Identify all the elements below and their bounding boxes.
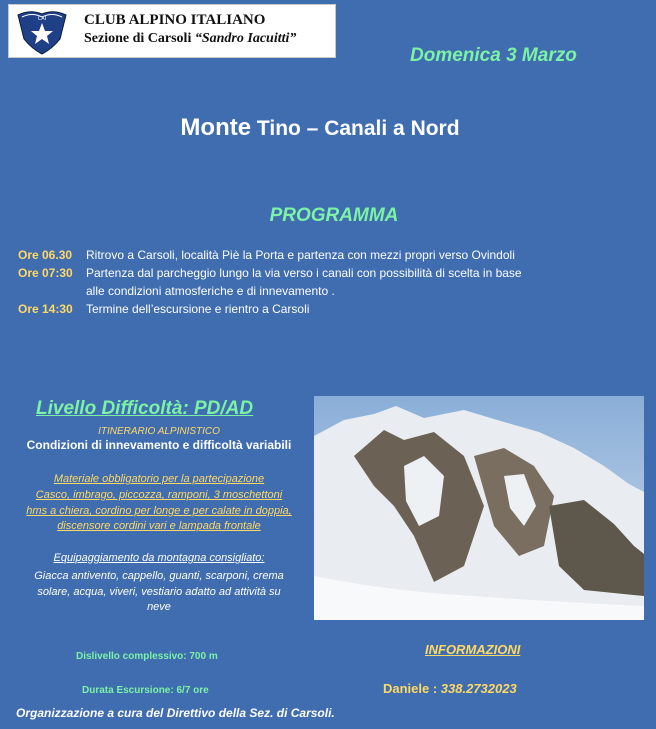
club-name: CLUB ALPINO ITALIANO — [84, 12, 266, 28]
programma-time: Ore 14:30 — [18, 302, 73, 316]
logo-text: CAI — [37, 16, 47, 22]
materials-line: hms a chiera, cordino per longe e per calate in doppia, — [26, 505, 292, 517]
contact-info — [383, 681, 517, 696]
excursion-duration: Durata Escursione: 6/7 ore — [82, 685, 209, 696]
programma-text: Termine dell’escursione e rientro a Carsoli — [86, 302, 310, 316]
equipment-line: Giacca antivento, cappello, guanti, scarponi, crema — [34, 570, 284, 582]
equipment-line: solare, acqua, viveri, vestiario adatto ad attività su — [37, 586, 281, 598]
contact-name: Daniele : — [383, 681, 441, 696]
event-title — [0, 114, 640, 142]
programma-item — [18, 302, 309, 316]
event-title-rest: Tino – Canali a Nord — [251, 117, 460, 140]
programma-text: Partenza dal parcheggio lungo la via verso i canali con possibilità di scelta in base — [86, 266, 522, 280]
cai-logo-icon — [16, 9, 68, 55]
programma-text: Ritrovo a Carsoli, località Piè la Porta e partenza con mezzi propri verso Ovindoli — [86, 248, 515, 262]
info-heading: INFORMAZIONI — [425, 642, 521, 657]
mountain-photo — [314, 396, 644, 620]
equipment-heading: Equipaggiamento da montagna consigliato: — [53, 552, 265, 564]
event-title-main: Monte — [180, 114, 252, 141]
materials-line: discensore cordini vari e lampada frontale — [57, 520, 261, 532]
event-date: Domenica 3 Marzo — [410, 45, 577, 66]
programma-time: Ore 07:30 — [18, 266, 73, 280]
itinerary-type: ITINERARIO ALPINISTICO — [98, 426, 220, 437]
programma-text-continued: alle condizioni atmosferiche e di innevamento . — [86, 284, 335, 298]
programma-item — [18, 266, 522, 280]
organizer-note: Organizzazione a cura del Direttivo della Sez. di Carsoli. — [16, 706, 335, 720]
programma-item — [18, 248, 515, 262]
materials-heading: Materiale obbligatorio per la partecipazione — [53, 473, 265, 485]
programma-time: Ore 06.30 — [18, 248, 73, 262]
section-dedication: “Sandro Iacuitti” — [194, 31, 297, 46]
elevation-gain: Dislivello complessivo: 700 m — [76, 651, 218, 662]
difficulty-level: Livello Difficoltà: PD/AD — [36, 398, 254, 419]
conditions-note: Condizioni di innevamento e difficoltà variabili — [26, 438, 292, 452]
programma-heading: PROGRAMMA — [269, 205, 399, 226]
materials-line: Casco, imbrago, piccozza, ramponi, 3 moschettoni — [35, 489, 283, 501]
section-prefix: Sezione di Carsoli — [84, 31, 195, 46]
section-name — [84, 31, 296, 47]
equipment-line: neve — [147, 601, 171, 613]
contact-phone: 338.2732023 — [440, 681, 517, 696]
